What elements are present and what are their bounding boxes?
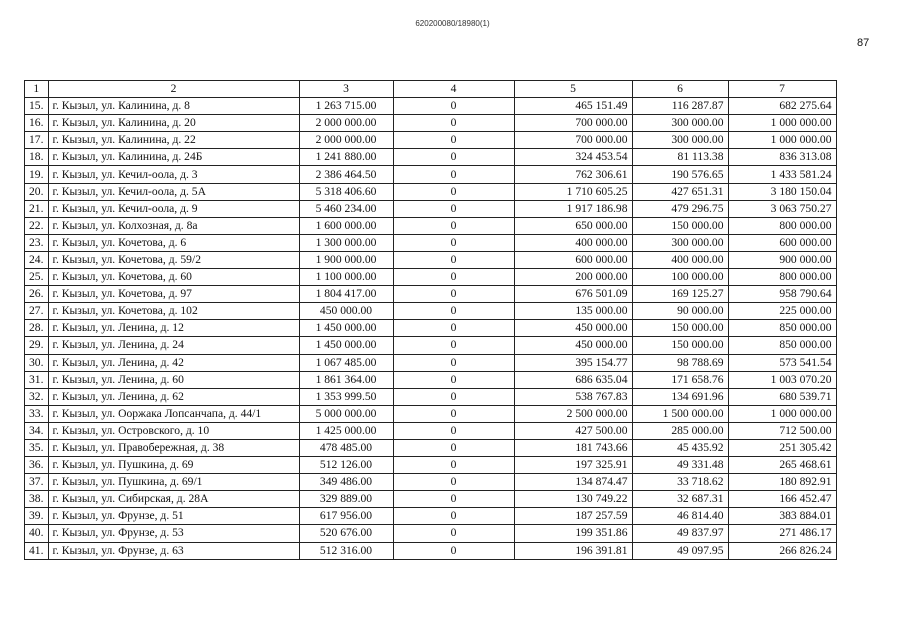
col7-cell: 1 000 000.00 <box>728 132 836 149</box>
row-number-cell: 20. <box>25 183 49 200</box>
address-cell: г. Кызыл, ул. Правобережная, д. 38 <box>48 439 299 456</box>
column-header: 2 <box>48 81 299 98</box>
col4-cell: 0 <box>393 217 514 234</box>
address-cell: г. Кызыл, ул. Колхозная, д. 8а <box>48 217 299 234</box>
col6-cell: 90 000.00 <box>632 303 728 320</box>
table-row <box>25 354 837 371</box>
col7-cell: 1 000 000.00 <box>728 115 836 132</box>
address-cell: г. Кызыл, ул. Калинина, д. 24Б <box>48 149 299 166</box>
col3-cell: 478 485.00 <box>299 439 393 456</box>
column-header: 6 <box>632 81 728 98</box>
col4-cell: 0 <box>393 132 514 149</box>
col7-cell: 383 884.01 <box>728 508 836 525</box>
col5-cell: 400 000.00 <box>514 234 632 251</box>
col7-cell: 680 539.71 <box>728 388 836 405</box>
col7-cell: 836 313.08 <box>728 149 836 166</box>
address-cell: г. Кызыл, ул. Кочетова, д. 60 <box>48 269 299 286</box>
col3-cell: 520 676.00 <box>299 525 393 542</box>
col4-cell: 0 <box>393 405 514 422</box>
col5-cell: 600 000.00 <box>514 251 632 268</box>
row-number-cell: 15. <box>25 98 49 115</box>
address-cell: г. Кызыл, ул. Пушкина, д. 69/1 <box>48 474 299 491</box>
row-number-cell: 27. <box>25 303 49 320</box>
table-row <box>25 337 837 354</box>
row-number-cell: 16. <box>25 115 49 132</box>
col6-cell: 300 000.00 <box>632 115 728 132</box>
address-cell: г. Кызыл, ул. Кочетова, д. 6 <box>48 234 299 251</box>
table-row <box>25 371 837 388</box>
col5-cell: 450 000.00 <box>514 337 632 354</box>
col3-cell: 5 000 000.00 <box>299 405 393 422</box>
row-number-cell: 34. <box>25 422 49 439</box>
col3-cell: 349 486.00 <box>299 474 393 491</box>
table-row <box>25 132 837 149</box>
col5-cell: 465 151.49 <box>514 98 632 115</box>
col7-cell: 166 452.47 <box>728 491 836 508</box>
col4-cell: 0 <box>393 200 514 217</box>
row-number-cell: 31. <box>25 371 49 388</box>
col6-cell: 116 287.87 <box>632 98 728 115</box>
table-row <box>25 183 837 200</box>
col3-cell: 1 300 000.00 <box>299 234 393 251</box>
col7-cell: 3 180 150.04 <box>728 183 836 200</box>
col5-cell: 181 743.66 <box>514 439 632 456</box>
col4-cell: 0 <box>393 474 514 491</box>
col6-cell: 100 000.00 <box>632 269 728 286</box>
table-row <box>25 200 837 217</box>
col7-cell: 271 486.17 <box>728 525 836 542</box>
col5-cell: 700 000.00 <box>514 115 632 132</box>
col4-cell: 0 <box>393 251 514 268</box>
col4-cell: 0 <box>393 371 514 388</box>
table-row <box>25 251 837 268</box>
col6-cell: 190 576.65 <box>632 166 728 183</box>
col5-cell: 676 501.09 <box>514 286 632 303</box>
col6-cell: 169 125.27 <box>632 286 728 303</box>
col4-cell: 0 <box>393 508 514 525</box>
col7-cell: 266 826.24 <box>728 542 836 559</box>
table-row <box>25 457 837 474</box>
col4-cell: 0 <box>393 286 514 303</box>
table-row <box>25 234 837 251</box>
col3-cell: 1 241 880.00 <box>299 149 393 166</box>
row-number-cell: 22. <box>25 217 49 234</box>
col5-cell: 199 351.86 <box>514 525 632 542</box>
col5-cell: 700 000.00 <box>514 132 632 149</box>
col3-cell: 5 318 406.60 <box>299 183 393 200</box>
table-row <box>25 115 837 132</box>
col3-cell: 1 600 000.00 <box>299 217 393 234</box>
address-cell: г. Кызыл, ул. Калинина, д. 20 <box>48 115 299 132</box>
col3-cell: 1 804 417.00 <box>299 286 393 303</box>
column-header: 5 <box>514 81 632 98</box>
col7-cell: 1 003 070.20 <box>728 371 836 388</box>
col7-cell: 180 892.91 <box>728 474 836 491</box>
col3-cell: 617 956.00 <box>299 508 393 525</box>
column-header: 1 <box>25 81 49 98</box>
col7-cell: 251 305.42 <box>728 439 836 456</box>
col3-cell: 5 460 234.00 <box>299 200 393 217</box>
address-cell: г. Кызыл, ул. Пушкина, д. 69 <box>48 457 299 474</box>
document-code: 620200080/18980(1) <box>415 19 490 28</box>
col4-cell: 0 <box>393 388 514 405</box>
col5-cell: 686 635.04 <box>514 371 632 388</box>
col6-cell: 46 814.40 <box>632 508 728 525</box>
col5-cell: 1 917 186.98 <box>514 200 632 217</box>
table-row <box>25 98 837 115</box>
col4-cell: 0 <box>393 491 514 508</box>
col5-cell: 1 710 605.25 <box>514 183 632 200</box>
table-row <box>25 286 837 303</box>
col3-cell: 1 425 000.00 <box>299 422 393 439</box>
col3-cell: 450 000.00 <box>299 303 393 320</box>
col6-cell: 150 000.00 <box>632 337 728 354</box>
col4-cell: 0 <box>393 439 514 456</box>
address-cell: г. Кызыл, ул. Кечил-оола, д. 9 <box>48 200 299 217</box>
col6-cell: 33 718.62 <box>632 474 728 491</box>
col7-cell: 1 433 581.24 <box>728 166 836 183</box>
col3-cell: 1 861 364.00 <box>299 371 393 388</box>
table-row <box>25 474 837 491</box>
row-number-cell: 38. <box>25 491 49 508</box>
page-number: 87 <box>857 37 870 49</box>
col5-cell: 427 500.00 <box>514 422 632 439</box>
table-row <box>25 405 837 422</box>
col7-cell: 712 500.00 <box>728 422 836 439</box>
row-number-cell: 30. <box>25 354 49 371</box>
row-number-cell: 39. <box>25 508 49 525</box>
col5-cell: 134 874.47 <box>514 474 632 491</box>
col6-cell: 479 296.75 <box>632 200 728 217</box>
col4-cell: 0 <box>393 542 514 559</box>
table-row <box>25 422 837 439</box>
col4-cell: 0 <box>393 269 514 286</box>
col6-cell: 49 097.95 <box>632 542 728 559</box>
row-number-cell: 40. <box>25 525 49 542</box>
col7-cell: 900 000.00 <box>728 251 836 268</box>
col4-cell: 0 <box>393 149 514 166</box>
col6-cell: 150 000.00 <box>632 320 728 337</box>
table-row <box>25 525 837 542</box>
col6-cell: 427 651.31 <box>632 183 728 200</box>
row-number-cell: 25. <box>25 269 49 286</box>
row-number-cell: 36. <box>25 457 49 474</box>
col6-cell: 81 113.38 <box>632 149 728 166</box>
col7-cell: 800 000.00 <box>728 217 836 234</box>
address-cell: г. Кызыл, ул. Островского, д. 10 <box>48 422 299 439</box>
col6-cell: 285 000.00 <box>632 422 728 439</box>
col3-cell: 329 889.00 <box>299 491 393 508</box>
col3-cell: 1 263 715.00 <box>299 98 393 115</box>
col5-cell: 450 000.00 <box>514 320 632 337</box>
table-row <box>25 388 837 405</box>
col6-cell: 300 000.00 <box>632 234 728 251</box>
col3-cell: 1 067 485.00 <box>299 354 393 371</box>
col6-cell: 134 691.96 <box>632 388 728 405</box>
table-row <box>25 303 837 320</box>
row-number-cell: 33. <box>25 405 49 422</box>
col4-cell: 0 <box>393 183 514 200</box>
col3-cell: 1 450 000.00 <box>299 337 393 354</box>
col6-cell: 45 435.92 <box>632 439 728 456</box>
col6-cell: 32 687.31 <box>632 491 728 508</box>
col7-cell: 225 000.00 <box>728 303 836 320</box>
address-cell: г. Кызыл, ул. Калинина, д. 22 <box>48 132 299 149</box>
row-number-cell: 17. <box>25 132 49 149</box>
row-number-cell: 28. <box>25 320 49 337</box>
col4-cell: 0 <box>393 457 514 474</box>
col6-cell: 98 788.69 <box>632 354 728 371</box>
column-header: 4 <box>393 81 514 98</box>
col7-cell: 265 468.61 <box>728 457 836 474</box>
address-cell: г. Кызыл, ул. Кочетова, д. 102 <box>48 303 299 320</box>
col7-cell: 1 000 000.00 <box>728 405 836 422</box>
col3-cell: 512 316.00 <box>299 542 393 559</box>
col4-cell: 0 <box>393 166 514 183</box>
col5-cell: 650 000.00 <box>514 217 632 234</box>
address-cell: г. Кызыл, ул. Ленина, д. 24 <box>48 337 299 354</box>
address-cell: г. Кызыл, ул. Фрунзе, д. 51 <box>48 508 299 525</box>
row-number-cell: 32. <box>25 388 49 405</box>
table-row <box>25 217 837 234</box>
address-cell: г. Кызыл, ул. Кочетова, д. 97 <box>48 286 299 303</box>
row-number-cell: 21. <box>25 200 49 217</box>
col4-cell: 0 <box>393 234 514 251</box>
table-body <box>25 98 837 560</box>
table-header-row <box>25 81 837 98</box>
col3-cell: 2 000 000.00 <box>299 132 393 149</box>
table-row <box>25 542 837 559</box>
table-row <box>25 491 837 508</box>
col3-cell: 512 126.00 <box>299 457 393 474</box>
table-row <box>25 508 837 525</box>
col7-cell: 800 000.00 <box>728 269 836 286</box>
col7-cell: 600 000.00 <box>728 234 836 251</box>
col7-cell: 573 541.54 <box>728 354 836 371</box>
col4-cell: 0 <box>393 422 514 439</box>
col4-cell: 0 <box>393 320 514 337</box>
table-row <box>25 166 837 183</box>
col4-cell: 0 <box>393 525 514 542</box>
col4-cell: 0 <box>393 303 514 320</box>
address-cell: г. Кызыл, ул. Калинина, д. 8 <box>48 98 299 115</box>
col7-cell: 958 790.64 <box>728 286 836 303</box>
row-number-cell: 23. <box>25 234 49 251</box>
col5-cell: 2 500 000.00 <box>514 405 632 422</box>
address-cell: г. Кызыл, ул. Фрунзе, д. 63 <box>48 542 299 559</box>
address-cell: г. Кызыл, ул. Сибирская, д. 28А <box>48 491 299 508</box>
address-cell: г. Кызыл, ул. Кечил-оола, д. 3 <box>48 166 299 183</box>
col4-cell: 0 <box>393 98 514 115</box>
col3-cell: 2 386 464.50 <box>299 166 393 183</box>
row-number-cell: 18. <box>25 149 49 166</box>
col5-cell: 395 154.77 <box>514 354 632 371</box>
address-cell: г. Кызыл, ул. Ленина, д. 62 <box>48 388 299 405</box>
address-cell: г. Кызыл, ул. Фрунзе, д. 53 <box>48 525 299 542</box>
col3-cell: 1 100 000.00 <box>299 269 393 286</box>
address-cell: г. Кызыл, ул. Ооржака Лопсанчапа, д. 44/1 <box>48 405 299 422</box>
row-number-cell: 24. <box>25 251 49 268</box>
col3-cell: 1 900 000.00 <box>299 251 393 268</box>
table-row <box>25 439 837 456</box>
col3-cell: 2 000 000.00 <box>299 115 393 132</box>
address-cell: г. Кызыл, ул. Ленина, д. 12 <box>48 320 299 337</box>
col7-cell: 682 275.64 <box>728 98 836 115</box>
col5-cell: 200 000.00 <box>514 269 632 286</box>
col7-cell: 3 063 750.27 <box>728 200 836 217</box>
col7-cell: 850 000.00 <box>728 320 836 337</box>
row-number-cell: 19. <box>25 166 49 183</box>
col3-cell: 1 353 999.50 <box>299 388 393 405</box>
col5-cell: 197 325.91 <box>514 457 632 474</box>
col6-cell: 171 658.76 <box>632 371 728 388</box>
address-cell: г. Кызыл, ул. Кечил-оола, д. 5А <box>48 183 299 200</box>
col5-cell: 135 000.00 <box>514 303 632 320</box>
col6-cell: 49 837.97 <box>632 525 728 542</box>
col6-cell: 400 000.00 <box>632 251 728 268</box>
table-row <box>25 269 837 286</box>
col5-cell: 324 453.54 <box>514 149 632 166</box>
row-number-cell: 26. <box>25 286 49 303</box>
col5-cell: 187 257.59 <box>514 508 632 525</box>
col3-cell: 1 450 000.00 <box>299 320 393 337</box>
col4-cell: 0 <box>393 354 514 371</box>
col5-cell: 196 391.81 <box>514 542 632 559</box>
col4-cell: 0 <box>393 337 514 354</box>
row-number-cell: 41. <box>25 542 49 559</box>
col6-cell: 150 000.00 <box>632 217 728 234</box>
col4-cell: 0 <box>393 115 514 132</box>
row-number-cell: 29. <box>25 337 49 354</box>
row-number-cell: 35. <box>25 439 49 456</box>
col5-cell: 130 749.22 <box>514 491 632 508</box>
column-header: 3 <box>299 81 393 98</box>
column-header: 7 <box>728 81 836 98</box>
address-cell: г. Кызыл, ул. Кочетова, д. 59/2 <box>48 251 299 268</box>
col5-cell: 762 306.61 <box>514 166 632 183</box>
col5-cell: 538 767.83 <box>514 388 632 405</box>
col7-cell: 850 000.00 <box>728 337 836 354</box>
row-number-cell: 37. <box>25 474 49 491</box>
data-table <box>24 80 837 560</box>
table-row <box>25 149 837 166</box>
table-row <box>25 320 837 337</box>
col6-cell: 49 331.48 <box>632 457 728 474</box>
col6-cell: 300 000.00 <box>632 132 728 149</box>
col6-cell: 1 500 000.00 <box>632 405 728 422</box>
address-cell: г. Кызыл, ул. Ленина, д. 60 <box>48 371 299 388</box>
address-cell: г. Кызыл, ул. Ленина, д. 42 <box>48 354 299 371</box>
